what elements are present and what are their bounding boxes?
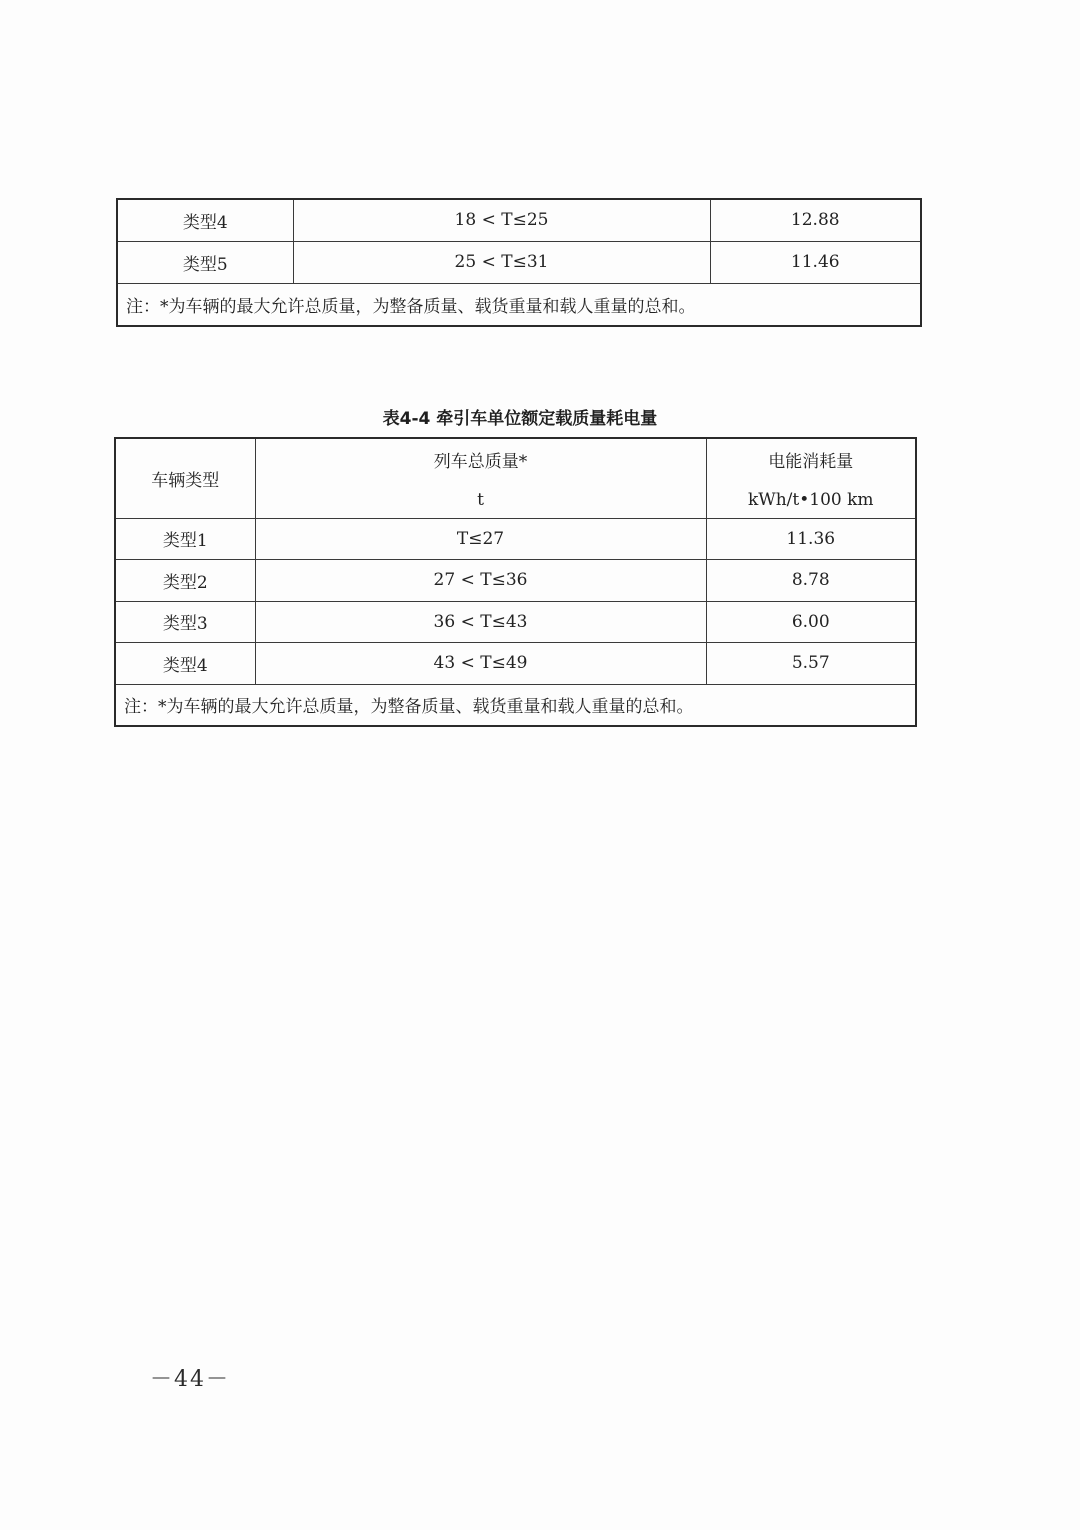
- table-row: [115, 518, 916, 560]
- cell-energy: 12.88: [710, 199, 921, 241]
- table-row: [117, 241, 921, 283]
- table-caption: 表4-4 牵引车单位额定载质量耗电量: [382, 409, 658, 429]
- cell-train-mass: 43 < T≤49: [255, 643, 706, 685]
- cell-vehicle-type: 类型4: [115, 643, 255, 685]
- cell-vehicle-type: 类型5: [117, 241, 293, 283]
- cell-train-mass: 27 < T≤36: [255, 560, 706, 602]
- cell-vehicle-type: 类型3: [115, 601, 255, 643]
- table-note-row: [115, 684, 916, 726]
- table-note: 注：*为车辆的最大允许总质量，为整备质量、载货重量和载人重量的总和。: [115, 684, 916, 726]
- cell-energy: 11.36: [706, 518, 916, 560]
- cell-energy: 6.00: [706, 601, 916, 643]
- table-continued: [116, 198, 922, 327]
- cell-train-mass: 18 < T≤25: [293, 199, 710, 241]
- cell-energy: 5.57: [706, 643, 916, 685]
- cell-vehicle-type: 类型2: [115, 560, 255, 602]
- table-note: 注：*为车辆的最大允许总质量，为整备质量、载货重量和载人重量的总和。: [117, 283, 921, 326]
- header-energy: [706, 438, 916, 518]
- table-row: [117, 199, 921, 241]
- cell-energy: 11.46: [710, 241, 921, 283]
- cell-train-mass: 25 < T≤31: [293, 241, 710, 283]
- table-row: [115, 601, 916, 643]
- table-row: [115, 643, 916, 685]
- header-energy-unit: kWh/t•100 km: [747, 489, 874, 510]
- cell-energy: 8.78: [706, 560, 916, 602]
- table-row: [115, 560, 916, 602]
- table-note-row: [117, 283, 921, 326]
- header-train-mass: [255, 438, 706, 518]
- cell-train-mass: 36 < T≤43: [255, 601, 706, 643]
- cell-vehicle-type: 类型4: [117, 199, 293, 241]
- page-number: －44－: [150, 1367, 230, 1392]
- table-4-4: [114, 437, 917, 727]
- header-train-mass-label: 列车总质量*: [433, 451, 528, 472]
- header-energy-label: 电能消耗量: [768, 451, 854, 472]
- cell-train-mass: T≤27: [255, 518, 706, 560]
- header-vehicle-type: 车辆类型: [115, 438, 255, 518]
- cell-vehicle-type: 类型1: [115, 518, 255, 560]
- table-header-row: [115, 438, 916, 518]
- header-train-mass-unit: t: [477, 489, 484, 510]
